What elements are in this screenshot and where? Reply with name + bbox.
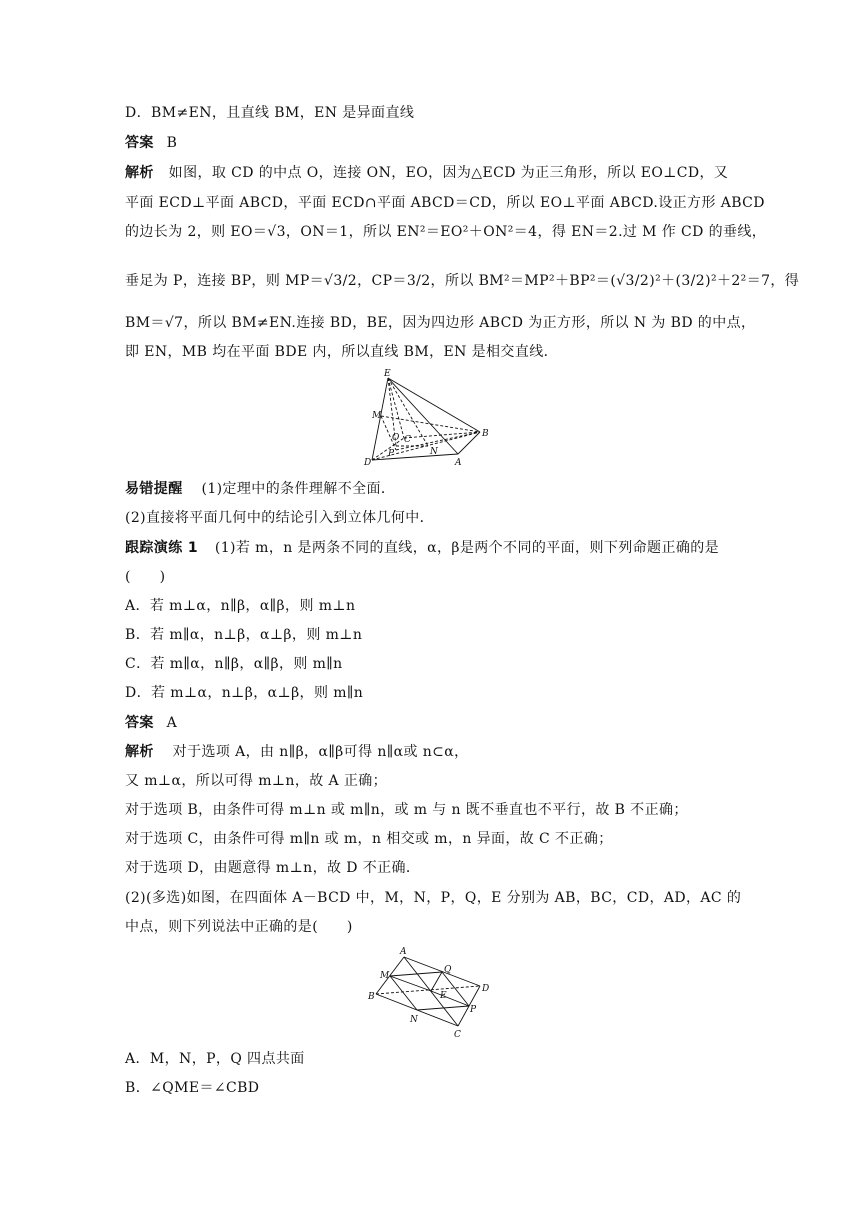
practice-q1-text: (1)若 m，n 是两条不同的直线，α，β是两个不同的平面，则下列命题正确的是 xyxy=(214,540,720,556)
tip-text-2: (2)直接将平面几何中的结论引入到立体几何中． xyxy=(125,510,435,526)
practice-opt-d xyxy=(125,683,363,703)
tip-label: 易错提醒 xyxy=(125,481,183,497)
fig2-label-m: M xyxy=(380,971,390,981)
analysis-1-text-3: 的边长为 2，则 EO＝√3，ON＝1，所以 EN²＝EO²＋ON²＝4，得 EN＝2.过 M 作 CD 的垂线， xyxy=(125,224,767,240)
q2-text-1: (2)(多选)如图，在四面体 A－BCD 中，M，N，P，Q，E 分别为 AB，BC，CD，AD，AC 的 xyxy=(125,890,742,906)
practice-opt-b xyxy=(125,625,362,645)
answer-1-label: 答案 xyxy=(125,135,154,151)
fig2-label-b: B xyxy=(368,992,375,1002)
fig1-label-c: C xyxy=(404,435,411,445)
fig2-label-q: Q xyxy=(444,965,452,975)
practice-line-1 xyxy=(125,538,719,558)
practice-paren: ( ) xyxy=(125,569,166,585)
fig1-label-e: E xyxy=(384,369,391,379)
tip-line-2 xyxy=(125,508,434,528)
analysis-1-line-2 xyxy=(125,193,765,213)
analysis-2-text-3: 对于选项 B，由条件可得 m⊥n 或 m∥n，或 m 与 n 既不垂直也不平行，故 B 不正确； xyxy=(125,802,688,818)
analysis-2-label: 解析 xyxy=(125,744,154,760)
analysis-1-line-5 xyxy=(125,313,755,333)
option-d-text: D．BM≠EN，且直线 BM，EN 是异面直线 xyxy=(125,105,415,121)
analysis-1-text-5: BM＝√7，所以 BM≠EN.连接 BD，BE，因为四边形 ABCD 为正方形，所以 N 为 BD 的中点， xyxy=(125,315,756,331)
q2-line-2 xyxy=(125,917,353,937)
analysis-2-line-3 xyxy=(125,800,688,820)
analysis-2-line-2 xyxy=(125,771,387,791)
tip-text-1: (1)定理中的条件理解不全面． xyxy=(201,481,396,497)
analysis-2-line-4 xyxy=(125,829,613,849)
fig1-label-m: M xyxy=(372,411,382,421)
fig1-label-o: O xyxy=(392,433,400,443)
analysis-2-line-5 xyxy=(125,858,420,878)
analysis-1-text-6: 即 EN，MB 均在平面 BDE 内，所以直线 BM，EN 是相交直线． xyxy=(125,344,559,360)
opt-d-text: D．若 m⊥α，n⊥β，α⊥β，则 m∥n xyxy=(125,685,364,701)
answer-1-line xyxy=(125,133,177,153)
tip-line-1 xyxy=(125,479,395,499)
analysis-1-label: 解析 xyxy=(125,165,154,181)
q2-text-2: 中点，则下列说法中正确的是( ) xyxy=(125,919,353,935)
q2-opt-a xyxy=(125,1049,305,1069)
analysis-2-text-1: 对于选项 A，由 n∥β，α∥β可得 n∥α或 n⊂α， xyxy=(172,744,469,760)
fig2-label-p: P xyxy=(470,1005,477,1015)
opt-c-text: C．若 m∥α，n∥β，α∥β，则 m∥n xyxy=(125,656,343,672)
analysis-2-text-2: 又 m⊥α，所以可得 m⊥n，故 A 正确； xyxy=(125,773,388,789)
analysis-1-text-2: 平面 ECD⊥平面 ABCD，平面 ECD∩平面 ABCD＝CD，所以 EO⊥平面 ABCD.设正方形 ABCD xyxy=(125,195,765,211)
tetrahedron-figure xyxy=(364,944,494,1040)
fig2-label-d: D xyxy=(482,984,490,994)
analysis-1-line-6 xyxy=(125,342,558,362)
analysis-1-line-4 xyxy=(125,271,799,291)
opt-a-text: A．若 m⊥α，n∥β，α∥β，则 m⊥n xyxy=(125,598,356,614)
fig1-label-n: N xyxy=(430,447,438,457)
option-d-line xyxy=(125,103,414,123)
fig2-label-n: N xyxy=(410,1015,418,1025)
analysis-2-text-5: 对于选项 D，由题意得 m⊥n，故 D 不正确． xyxy=(125,860,421,876)
analysis-2-line-1 xyxy=(125,742,469,762)
analysis-1-text-4: 垂足为 P，连接 BP，则 MP＝√3/2，CP＝3/2，所以 BM²＝MP²＋BP²＝(√3/2)²＋(3/2)²＋2²＝7，得 xyxy=(125,273,800,289)
answer-2-line xyxy=(125,713,177,733)
q2-opt-b xyxy=(125,1078,259,1098)
answer-2-label: 答案 xyxy=(125,715,154,731)
q2-opt-b-text: B．∠QME＝∠CBD xyxy=(125,1080,260,1096)
fig1-label-d: D xyxy=(364,458,372,468)
fig1-label-p: P xyxy=(388,449,395,459)
fig2-label-e: E xyxy=(440,991,447,1001)
q2-line-1 xyxy=(125,888,741,908)
practice-opt-a xyxy=(125,596,355,616)
fig1-label-b: B xyxy=(482,429,489,439)
analysis-1-line-3 xyxy=(125,222,766,242)
practice-opt-c xyxy=(125,654,343,674)
answer-2-value: A xyxy=(166,715,178,731)
fig1-label-a: A xyxy=(455,458,462,468)
practice-line-2 xyxy=(125,567,166,587)
opt-b-text: B．若 m∥α，n⊥β，α⊥β，则 m⊥n xyxy=(125,627,363,643)
pyramid-figure xyxy=(362,366,492,470)
analysis-1-text-1: 如图，取 CD 的中点 O，连接 ON，EO，因为△ECD 为正三角形，所以 EO⊥CD，又 xyxy=(168,165,729,181)
practice-label: 跟踪演练 1 xyxy=(125,540,199,556)
q2-opt-a-text: A．M，N，P，Q 四点共面 xyxy=(125,1051,305,1067)
fig2-label-c: C xyxy=(454,1030,461,1040)
analysis-1-line-1 xyxy=(125,163,728,183)
fig2-label-a: A xyxy=(400,947,407,957)
answer-1-value: B xyxy=(166,135,178,151)
analysis-2-text-4: 对于选项 C，由条件可得 m∥n 或 m，n 相交或 m，n 异面，故 C 不正确； xyxy=(125,831,613,847)
